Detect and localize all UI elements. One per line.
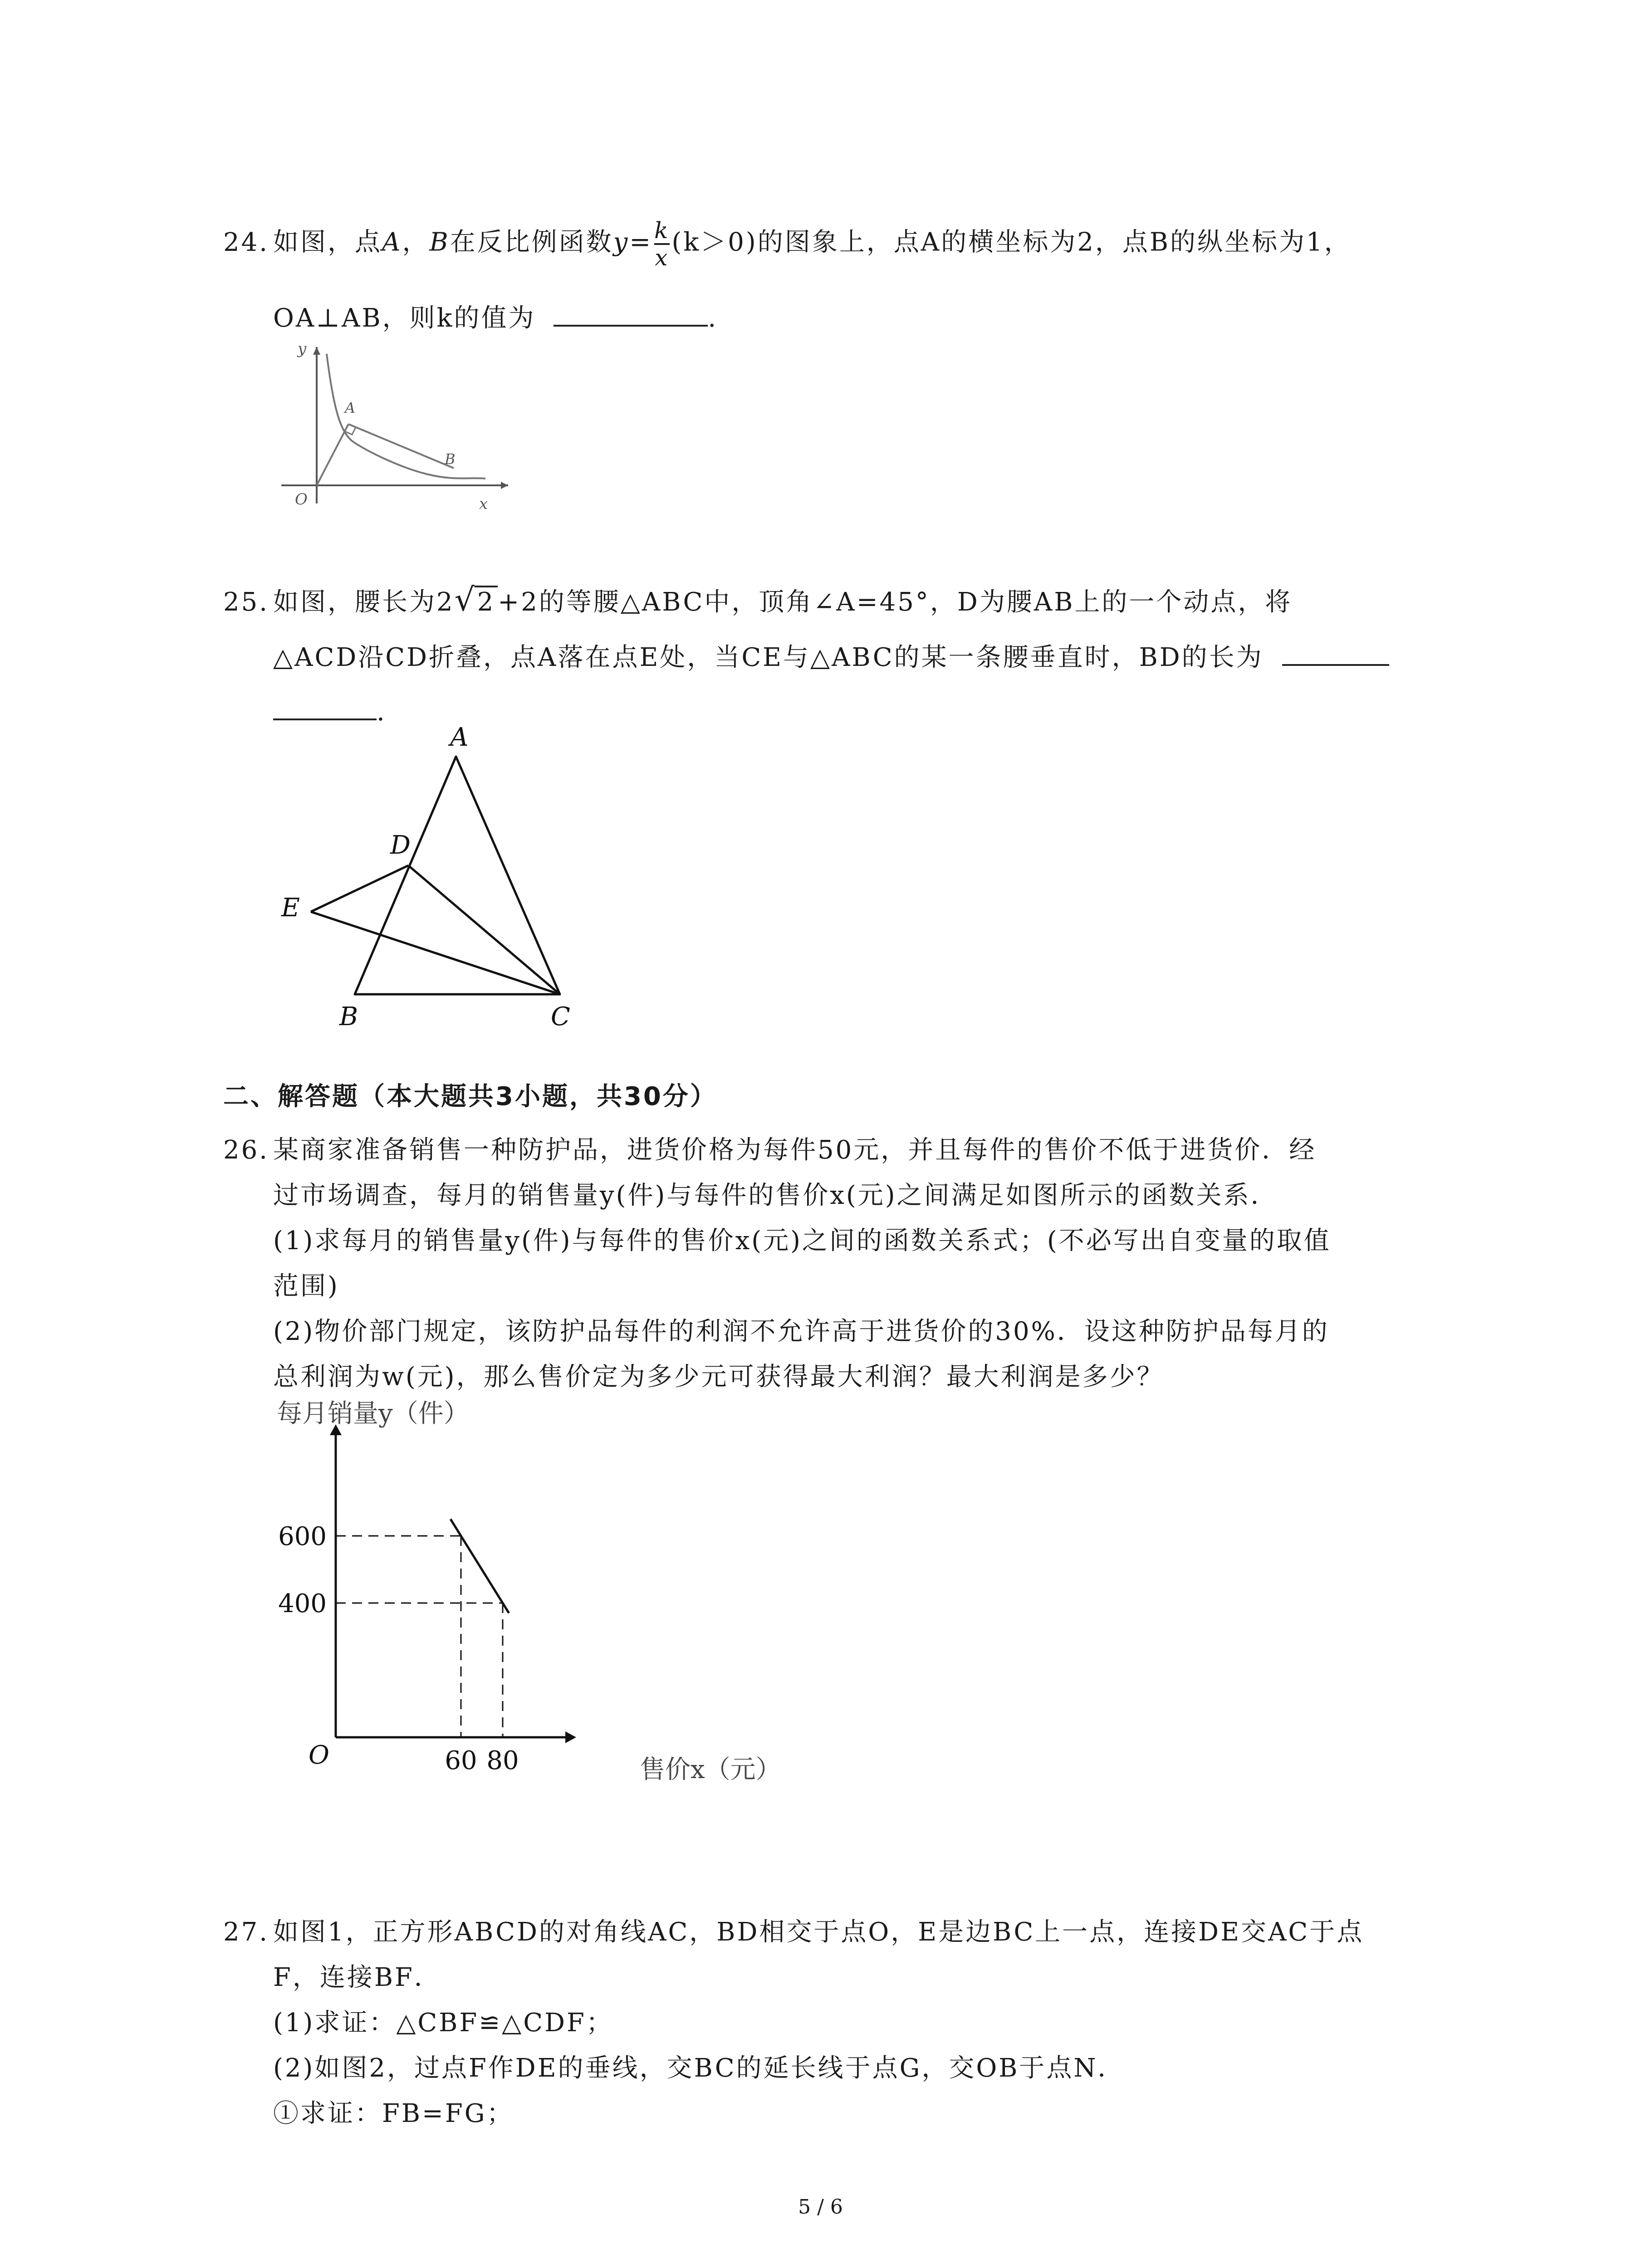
q27-number: 27. — [223, 1917, 269, 1947]
q27-line-5: ①求证：FB=FG； — [273, 2099, 514, 2128]
q26-number: 26. — [223, 1135, 269, 1165]
q24-text-suffix: 的图象上，点A的横坐标为2，点B的纵坐标为1， — [757, 227, 1352, 257]
q25-answer-blank-b — [273, 693, 377, 720]
q24-line-2 — [273, 299, 718, 337]
q25-text-suffix: +2的等腰△ABC中，顶角∠A=45°，D为腰AB上的一个动点，将 — [498, 587, 1293, 617]
chart-origin-label: O — [309, 1740, 329, 1770]
q26-line-4: 范围) — [273, 1271, 339, 1301]
q27-line-3: (1)求证：△CBF≌△CDF； — [273, 2008, 613, 2038]
q26-chart — [263, 1397, 853, 1787]
q24-line-1 — [223, 218, 1352, 270]
q24-y-equals: y= — [613, 227, 653, 257]
q25-c-label: C — [551, 1002, 570, 1031]
chart-y-tick-label: 400 — [278, 1589, 327, 1618]
q25-line-1 — [223, 584, 1292, 621]
q24-y-label: y — [298, 340, 307, 358]
q27-line-4: (2)如图2，过点F作DE的垂线，交BC的延长线于点G，交OB于点N． — [273, 2053, 1125, 2083]
q24-fraction-numerator: k — [654, 217, 670, 244]
q25-sqrt-value: 2 — [475, 586, 498, 617]
q24-point-a: A — [382, 227, 402, 257]
q26-line-1 — [223, 1132, 1316, 1168]
section-title: 二、解答题（本大题共3小题，共30分） — [223, 1082, 717, 1111]
q25-e-label: E — [281, 893, 300, 923]
q25-figure — [272, 726, 617, 1039]
q25-segment-dc — [408, 865, 560, 994]
q26-line-6: 总利润为w(元)，那么售价定为多少元可获得最大利润？最大利润是多少？ — [273, 1362, 1164, 1392]
chart-x-axis-title: 售价x（元） — [640, 1755, 781, 1784]
q25-sqrt — [455, 584, 498, 621]
q25-line-2-text: △ACD沿CD折叠，点A落在点E处，当CE与△ABC的某一条腰垂直时，BD的长为 — [273, 643, 1264, 672]
chart-x-tick-label: 60 — [445, 1746, 477, 1775]
q24-a-label: A — [345, 399, 356, 416]
chart-x-axis-arrow — [565, 1731, 576, 1743]
chart-x-tick-label: 80 — [486, 1746, 519, 1775]
q24-comma: ， — [402, 227, 430, 257]
q24-number: 24. — [223, 227, 269, 257]
q24-x-arrow — [501, 482, 508, 489]
q25-segment-ec — [311, 912, 560, 994]
chart-series-line — [451, 1519, 509, 1613]
q24-fraction — [654, 218, 670, 270]
q24-text-prefix: 如图，点 — [273, 227, 382, 257]
chart-y-tick-label: 600 — [278, 1522, 327, 1551]
q25-d-label: D — [390, 831, 411, 860]
q26-line-3: (1)求每月的销售量y(件)与每件的售价x(元)之间的函数关系式；(不必写出自变量的取值 — [273, 1226, 1331, 1256]
q24-point-b: B — [429, 227, 450, 257]
q24-origin-label: O — [295, 490, 308, 508]
q25-text-prefix: 如图，腰长为2 — [273, 587, 455, 617]
q25-line-2 — [273, 639, 1389, 676]
q25-period: . — [377, 697, 387, 727]
q25-line-3 — [273, 693, 387, 730]
chart-y-axis-title: 每月销量y（件） — [277, 1399, 469, 1428]
q25-b-label: B — [339, 1002, 358, 1031]
q24-answer-blank — [554, 299, 708, 327]
chart-series — [451, 1519, 509, 1613]
page-number: 5 / 6 — [798, 2195, 843, 2219]
q25-answer-blank-a — [1282, 639, 1389, 666]
q24-segment-oa — [317, 424, 348, 485]
q24-period: . — [708, 303, 718, 333]
q26-line-2: 过市场调查，每月的销售量y(件)与每件的售价x(元)之间满足如图所示的函数关系． — [273, 1181, 1278, 1210]
q26-line-1-text: 某商家准备销售一种防护品，进货价格为每件50元，并且每件的售价不低于进货价．经 — [273, 1135, 1317, 1165]
q24-line-2-text: OA⊥AB，则k的值为 — [273, 303, 536, 333]
q24-figure — [272, 336, 517, 517]
q24-fraction-denominator: x — [654, 243, 670, 270]
q25-number: 25. — [223, 587, 269, 617]
q24-x-label: x — [479, 495, 488, 513]
chart-axes — [330, 1424, 576, 1743]
q24-condition: (k＞0) — [671, 227, 758, 257]
q24-segment-ab — [348, 424, 454, 468]
q27-line-1 — [223, 1914, 1364, 1950]
q27-line-2: F，连接BF． — [273, 1963, 441, 1992]
chart-guides — [336, 1536, 503, 1737]
q24-text-mid: 在反比例函数 — [450, 227, 613, 257]
q26-line-5: (2)物价部门规定，该防护品每件的利润不允许高于进货价的30%．设这种防护品每月的 — [273, 1317, 1329, 1346]
q27-line-1-text: 如图1，正方形ABCD的对角线AC，BD相交于点O，E是边BC上一点，连接DE交AC于点 — [273, 1917, 1364, 1947]
chart-labels — [277, 1399, 781, 1784]
q24-y-arrow — [313, 347, 320, 355]
q24-b-label: B — [445, 450, 456, 468]
q25-a-label: A — [450, 726, 469, 752]
